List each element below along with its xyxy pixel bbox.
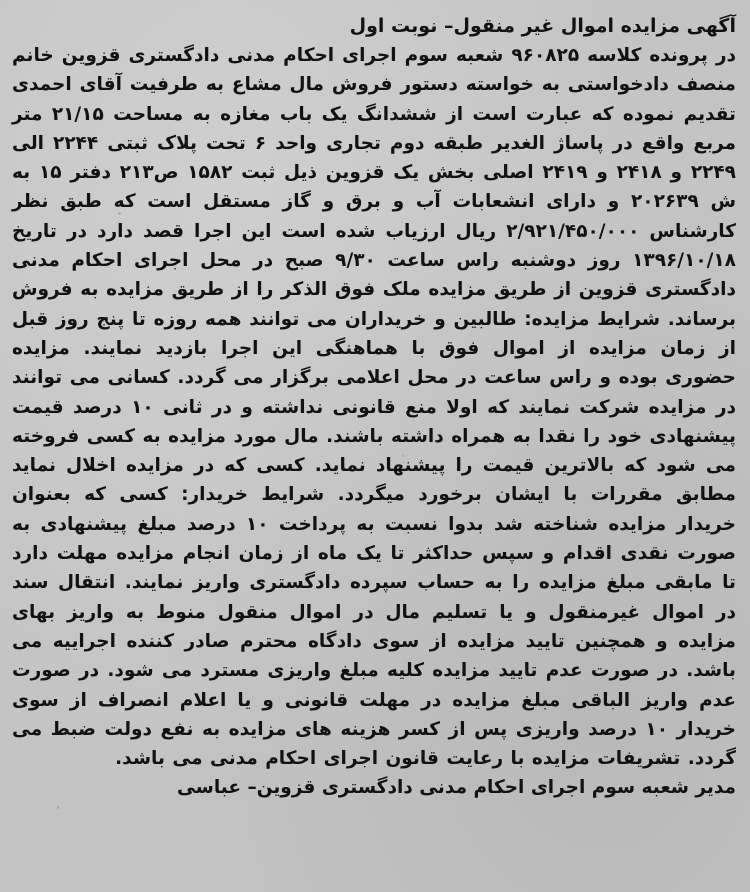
notice-title: آگهی مزایده اموال غیر منقول– نوبت اول	[349, 15, 736, 37]
notice-body: در پرونده کلاسه ۹۶۰۸۲۵ شعبه سوم اجرای احکام مدنی دادگستری قزوین خانم منصف دادخواستی به خواسته دستور فروش مال مشاع به طرفیت آقای احمدی تقدیم نموده که عبارت است از ششدانگ یک باب مغازه به مساحت ۲۱/۱۵ متر مربع واقع در پاساژ الغدیر طبقه دوم تجاری واحد ۶ تحت پلاک ثبتی ۲۲۴۴ الی ۲۲۴۹ و ۲۴۱۸ و ۲۴۱۹ اصلی بخش یک قزوین ذیل ثبت ۱۵۸۲ ص۲۱۳ دفتر ۱۵ به ش ۲۰۲۶۳۹ و دارای انشعابات آب و برق و گاز مستقل است که طبق نظر کارشناس ۲/۹۲۱/۴۵۰/۰۰۰ ریال ارزیاب شده است این اجرا قصد دارد در تاریخ ۱۳۹۶/۱۰/۱۸ روز دوشنبه راس ساعت ۹/۳۰ صبح در محل اجرای احکام مدنی دادگستری قزوین از طریق مزایده ملک فوق الذکر را از طریق مزایده به فروش برساند. شرایط مزایده: طالبین و خریداران می توانند همه روزه تا پنج روز قبل از زمان مزایده از اموال فوق با هماهنگی این اجرا بازدید نمایند. مزایده حضوری بوده و راس ساعت در محل اعلامی برگزار می گردد. کسانی می توانند در مزایده شرکت نمایند که اولا منع قانونی نداشته و در ثانی ۱۰ درصد قیمت پیشنهادی خود را نقدا به همراه داشته باشند. مال مورد مزایده به کسی فروخته می شود که بالاترین قیمت را پیشنهاد نماید. کسی که در مزایده اخلال نماید مطابق مقررات با ایشان برخورد میگردد. شرایط خریدار: کسی که بعنوان خریدار مزایده شناخته شد بدوا نسبت به پرداخت ۱۰ درصد مبلغ پیشنهادی به صورت نقدی اقدام و سپس حداکثر تا یک ماه از زمان انجام مزایده مهلت دارد تا مابقی مبلغ مزایده را به حساب سپرده دادگستری واریز نمایند. انتقال سند در اموال غیرمنقول و یا تسلیم مال در اموال منقول منوط به واریز بهای مزایده و همچنین تایید مزایده از سوی دادگاه محترم صادر کننده اجراییه می باشد. در صورت عدم تایید مزایده کلیه مبلغ واریزی مسترد می شود. در صورت عدم واریز الباقی مبلغ مزایده در مهلت قانونی و یا اعلام انصراف از سوی خریدار ۱۰ درصد واریزی پس از کسر هزینه های مزایده به نفع دولت ضبط می گردد. تشریفات مزایده با رعایت قانون اجرای احکام مدنی می باشد.	[12, 45, 737, 770]
notice-signature: مدیر شعبه سوم اجرای احکام مدنی دادگستری قزوین– عباسی	[176, 777, 736, 799]
print-speck	[57, 806, 59, 809]
